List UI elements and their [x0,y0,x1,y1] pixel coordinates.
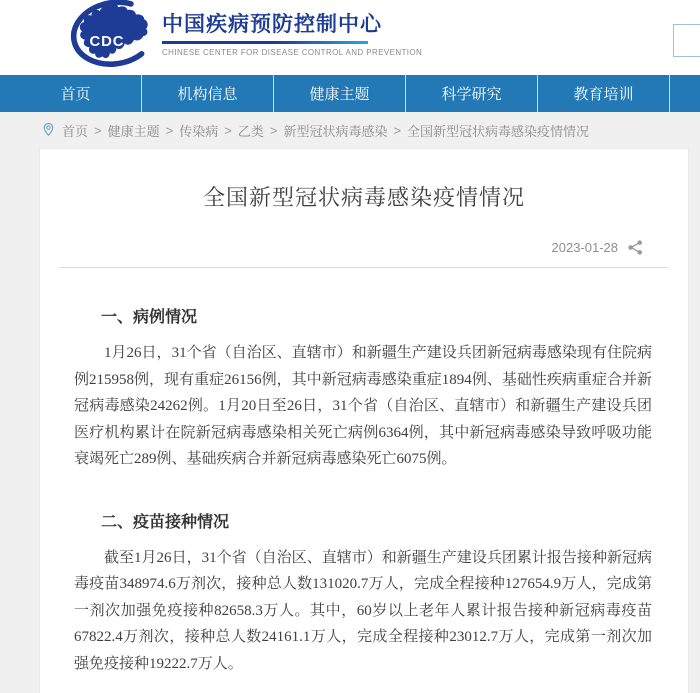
nav-item-label: 首页 [60,86,91,103]
search-input[interactable] [673,24,700,57]
nav-item-health-topics[interactable] [274,75,406,112]
nav-item-label: 健康主题 [309,86,370,103]
breadcrumb-separator: > [269,122,278,138]
nav-item-label: 机构信息 [177,86,238,103]
share-icon[interactable] [627,239,644,256]
article-title: 全国新型冠状病毒感染疫情情况 [202,185,525,210]
breadcrumb-separator: > [165,122,174,138]
article-meta [40,239,688,256]
location-pin-icon [42,122,55,138]
section-heading-vaccination: 二、疫苗接种情况 [101,513,230,531]
site-subtitle: CHINESE CENTER FOR DISEASE CONTROL AND PREVENTION [162,48,423,57]
breadcrumb-separator: > [94,122,102,138]
cdc-logo[interactable] [58,0,160,72]
nav-item-cutoff[interactable] [670,75,700,112]
breadcrumb-separator: > [224,122,232,138]
cdc-acronym: CDC [89,34,125,51]
breadcrumb-health-topics[interactable]: 健康主题 [107,123,160,139]
nav-item-label: 科学研究 [441,86,502,103]
main-nav [0,75,700,112]
breadcrumb-separator: > [393,122,402,138]
site-header [0,0,700,75]
cdc-logo-graphic [58,0,160,72]
nav-item-education-training[interactable] [538,75,670,112]
publish-date: 2023-01-28 [551,240,618,255]
section-heading-cases: 一、病例情况 [101,309,198,326]
breadcrumb-home[interactable]: 首页 [62,123,89,139]
cases-paragraph: 1月26日，31个省（自治区、直辖市）和新疆生产建设兵团新冠病毒感染现有住院病例215958例，现有重症26156例，其中新冠病毒感染重症1894例、基础性疾病重症合并新冠病毒感染24262例。1月20日至26日，31个省（自治区、直辖市）和新疆生产建设兵团医疗机构累计在院新冠病毒感染相关死亡病例6364例，其中新冠病毒感染导致呼吸功能衰竭死亡289例、基础疾病合并新冠病毒感染死亡6075例。 [74,345,652,467]
vaccination-paragraph: 截至1月26日，31个省（自治区、直辖市）和新疆生产建设兵团累计报告接种新冠病毒疫苗348974.6万剂次，接种总人数131020.7万人，完成全程接种127654.9万人，完成第一剂次加强免疫接种82658.3万人。其中，60岁以上老年人累计报告接种新冠病毒疫苗67822.4万剂次，接种总人数24161.1万人，完成全程接种23012.7万人，完成第一剂次加强免疫接种19222.7万人。 [74,549,652,672]
nav-item-science-research[interactable] [406,75,538,112]
brand-divider [162,41,368,44]
title-divider [59,267,668,268]
nav-item-label: 教育培训 [573,86,634,103]
breadcrumb [0,112,700,148]
nav-item-home[interactable] [10,75,142,112]
breadcrumb-covid-infection[interactable]: 新型冠状病毒感染 [283,123,388,139]
article-body [40,304,688,677]
breadcrumb-infectious-disease[interactable]: 传染病 [179,123,219,139]
site-brand [162,12,462,57]
site-title: 中国疾病预防控制中心 [162,13,382,36]
breadcrumb-class-b[interactable]: 乙类 [237,123,264,139]
article-card [39,148,689,693]
breadcrumb-current-page: 全国新型冠状病毒感染疫情情况 [407,123,590,139]
nav-item-organization[interactable] [142,75,274,112]
hainan-island-dot [105,62,110,67]
